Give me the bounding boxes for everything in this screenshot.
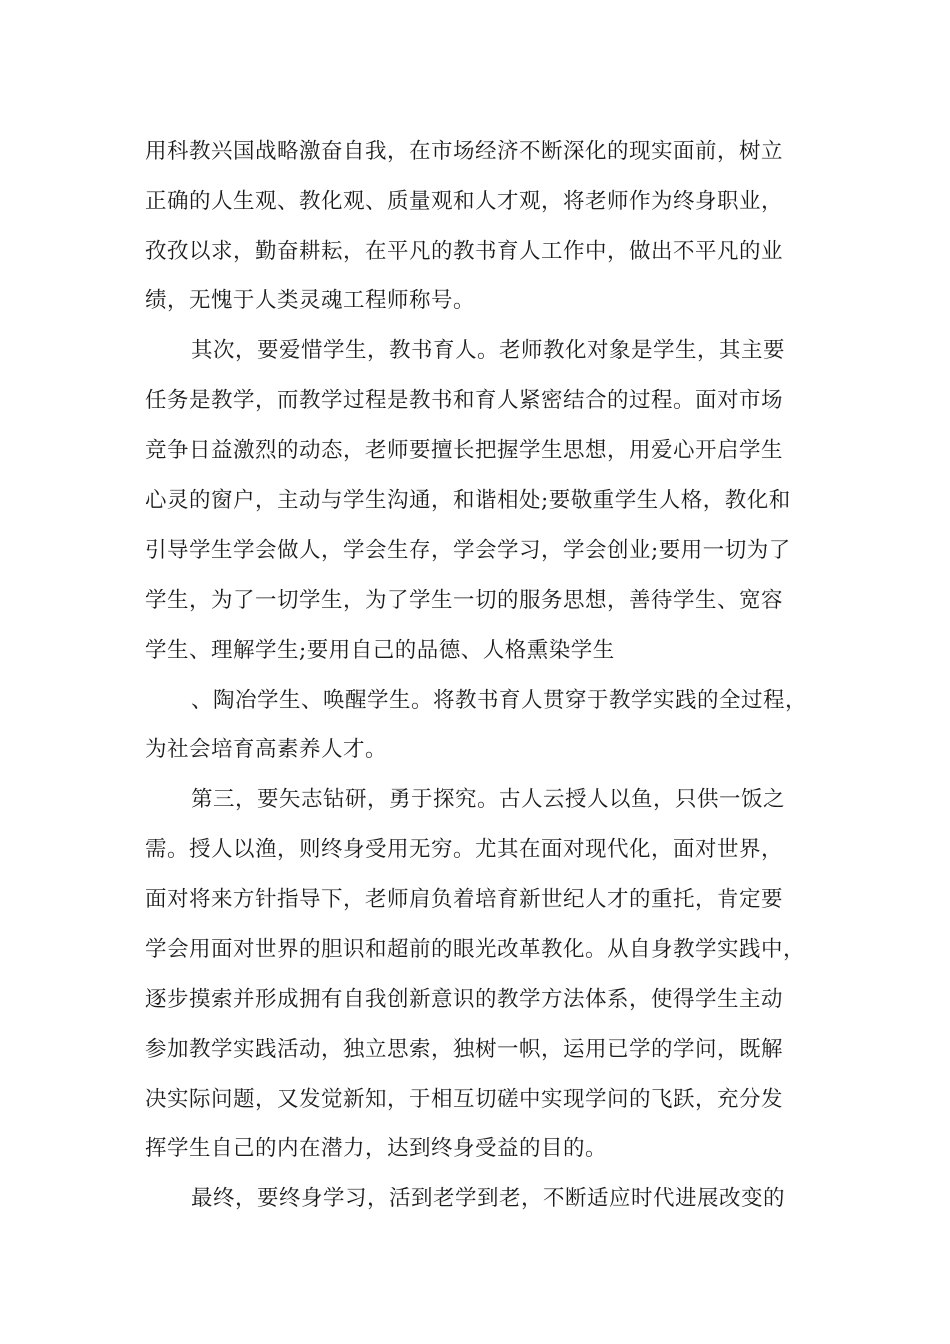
text-line: 挥学生自己的内在潜力，达到终身受益的目的。: [145, 1136, 608, 1161]
text-line: 参加教学实践活动，独立思索，独树一帜，运用已学的学问，既解: [145, 1037, 784, 1062]
text-line: 学会用面对世界的胆识和超前的眼光改革教化。从自身教学实践中，: [145, 937, 806, 962]
text-line: 决实际问题，又发觉新知，于相互切磋中实现学问的飞跃，充分发: [145, 1087, 784, 1112]
text-line: 任务是教学，而教学过程是教书和育人紧密结合的过程。面对市场: [145, 388, 784, 413]
text-line: 为社会培育高素养人才。: [145, 737, 388, 762]
text-line: 用科教兴国战略激奋自我，在市场经济不断深化的现实面前，树立: [145, 139, 784, 164]
text-line: 需。授人以渔，则终身受用无穷。尤其在面对现代化，面对世界，: [145, 837, 784, 862]
text-line: 绩，无愧于人类灵魂工程师称号。: [145, 288, 476, 313]
text-line: 引导学生学会做人，学会生存，学会学习，学会创业;要用一切为了: [145, 538, 791, 563]
paragraph-first-line: 其次，要爱惜学生，教书育人。老师教化对象是学生，其主要: [191, 338, 786, 363]
paragraph-first-line: 、陶冶学生、唤醒学生。将教书育人贯穿于教学实践的全过程，: [191, 688, 808, 713]
text-line: 孜孜以求，勤奋耕耘，在平凡的教书育人工作中，做出不平凡的业: [145, 239, 784, 264]
paragraph-first-line: 第三，要矢志钻研，勇于探究。古人云授人以鱼，只供一饭之: [191, 787, 786, 812]
text-line: 心灵的窗户，主动与学生沟通，和谐相处;要敬重学生人格，教化和: [145, 488, 791, 513]
text-line: 竞争日益激烈的动态，老师要擅长把握学生思想，用爱心开启学生: [145, 438, 784, 463]
text-line: 正确的人生观、教化观、质量观和人才观，将老师作为终身职业，: [145, 189, 784, 214]
text-line: 逐步摸索并形成拥有自我创新意识的教学方法体系，使得学生主动: [145, 987, 784, 1012]
paragraph-first-line: 最终，要终身学习，活到老学到老，不断适应时代进展改变的: [191, 1186, 786, 1211]
text-line: 学生，为了一切学生，为了学生一切的服务思想，善待学生、宽容: [145, 588, 784, 613]
text-line: 面对将来方针指导下，老师肩负着培育新世纪人才的重托，肯定要: [145, 887, 784, 912]
text-line: 学生、理解学生;要用自己的品德、人格熏染学生: [145, 638, 615, 663]
